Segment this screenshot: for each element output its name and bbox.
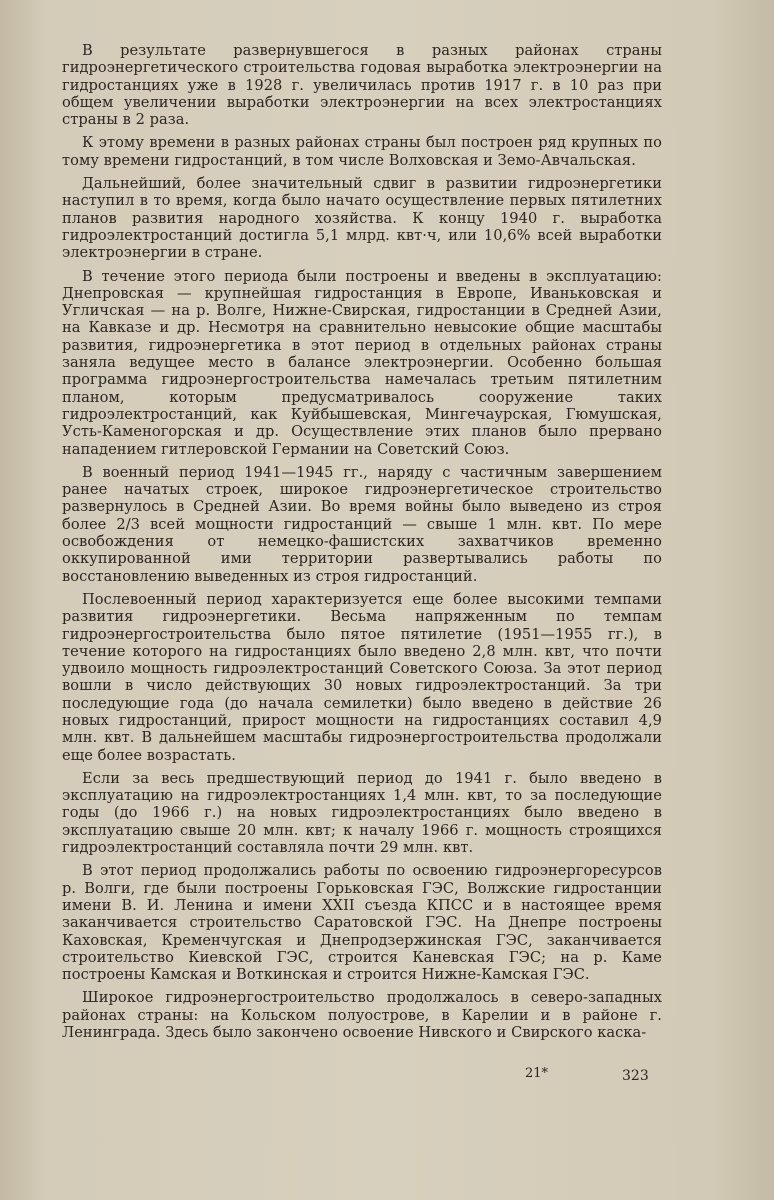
paragraph-1: В результате развернувшегося в разных районах страны гидроэнергетического строительства годовая выработка электроэнергии на гидростанциях уже в 1928 г. увеличилась против 1917 г. в 10 раз при общем увеличении выработки электроэнергии на всех электростанциях страны в 2 раза. — [62, 42, 662, 129]
signature-mark: 21* — [525, 1066, 549, 1081]
paragraph-7: Если за весь предшествующий период до 1941 г. было введено в эксплуатацию на гидроэлектростанциях 1,4 млн. квт, то за последующие годы (до 1966 г.) на новых гидроэлектростанциях было введено в эксплуатацию свыше 20 млн. квт; к началу 1966 г. мощность строящихся гидроэлектростанций составляла почти 29 млн. квт. — [62, 769, 662, 857]
paragraph-9: Широкое гидроэнергостроительство продолжалось в северо-западных районах страны: на Кольском полуострове, в Карелии и в районе г. Ленинграда. Здесь было закончено освоение Нивского и Свирского каска- — [62, 989, 662, 1042]
paragraph-5: В военный период 1941—1945 гг., наряду с частичным завершением ранее начатых строек, широкое гидроэнергетическое строительство развернулось в Средней Азии. Во время войны было выведено из строя более 2/3 всей мощности гидростанций — свыше 1 млн. квт. По мере освобождения от немецко-фашистских захватчиков временно оккупированной ими территории развертывались работы по восстановлению выведенных из строя гидростанций. — [62, 463, 662, 585]
paragraph-8: В этот период продолжались работы по освоению гидроэнергоресурсов р. Волги, где были построены Горьковская ГЭС, Волжские гидростанции имени В. И. Ленина и имени XXII съезда КПСС и в настоящее время заканчивается строительство Саратовской ГЭС. На Днепре построены Каховская, Кременчугская и Днепродзержинская ГЭС, заканчивается строительство Киевской ГЭС, строится Каневская ГЭС; на р. Каме построены Камская и Воткинская и строится Нижне-Камская ГЭС. — [62, 862, 662, 984]
page-number: 323 — [622, 1068, 649, 1084]
paragraph-2: К этому времени в разных районах страны был построен ряд крупных по тому времени гидростанций, в том числе Волховская и Земо-Авчальская. — [62, 134, 662, 169]
paragraph-4: В течение этого периода были построены и введены в эксплуатацию: Днепровская — крупнейшая гидростанция в Европе, Иваньковская и Угличская — на р. Волге, Нижне-Свирская, гидростанции в Средней Азии, на Кавказе и др. Несмотря на сравнительно невысокие общие масштабы развития, гидроэнергетика в этот период в отдельных районах страны заняла ведущее место в балансе электроэнергии. Особенно большая программа гидроэнергостроительства намечалась третьим пятилетним планом, которым предусматривалось сооружение таких гидроэлектростанций, как Куйбышевская, Мингечаурская, Гюмушская, Усть-Каменогорская и др. Осуществление этих планов было прервано нападением гитлеровской Германии на Советский Союз. — [62, 267, 662, 458]
paragraph-3: Дальнейший, более значительный сдвиг в развитии гидроэнергетики наступил в то время, когда было начато осуществление первых пятилетних планов развития народного хозяйства. К концу 1940 г. выработка гидроэлектростанций достигла 5,1 млрд. квт·ч, или 10,6% всей выработки электроэнергии в стране. — [62, 175, 662, 262]
body-text — [62, 42, 662, 1047]
paragraph-6: Послевоенный период характеризуется еще более высокими темпами развития гидроэнергетики. Весьма напряженным по темпам гидроэнергостроительства было пятое пятилетие (1951—1955 гг.), в течение которого на гидростанциях было введено 2,8 млн. квт, что почти удвоило мощность гидроэлектростанций Советского Союза. За этот период вошли в число действующих 30 новых гидроэлектростанций. За три последующие года (до начала семилетки) было введено в действие 26 новых гидростанций, прирост мощности на гидростанциях составил 4,9 млн. квт. В дальнейшем масштабы гидроэнергостроительства продолжали еще более возрастать. — [62, 590, 662, 764]
